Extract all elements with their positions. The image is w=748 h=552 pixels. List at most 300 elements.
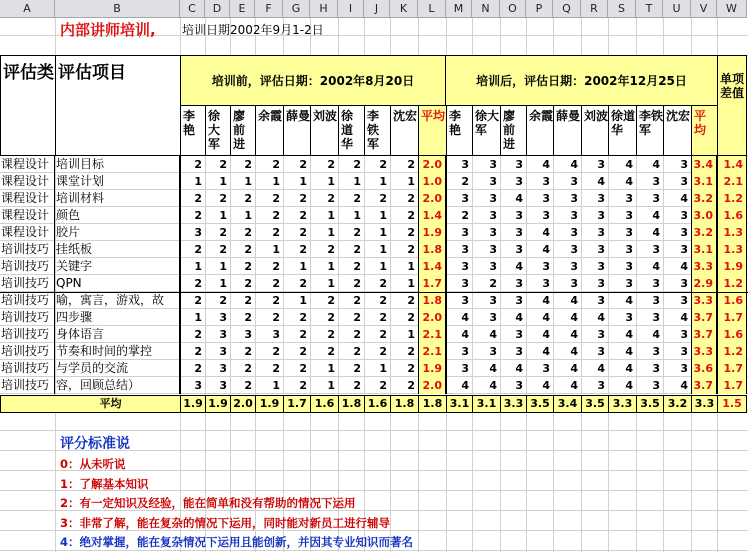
score-after[interactable]: 3 (680, 175, 688, 188)
score-after[interactable]: 3 (597, 294, 605, 307)
score-after[interactable]: 3 (680, 328, 688, 341)
score-before[interactable]: 1 (379, 243, 387, 256)
score-after[interactable]: 4 (542, 294, 550, 307)
column-header-M[interactable]: M (446, 0, 472, 18)
column-header-O[interactable]: O (500, 0, 526, 18)
score-after[interactable]: 4 (625, 175, 633, 188)
score-after[interactable]: 3 (570, 260, 578, 273)
score-before[interactable]: 2 (379, 192, 387, 205)
score-before[interactable]: 2 (353, 345, 361, 358)
score-after[interactable]: 4 (542, 328, 550, 341)
diff-cell: 1.3 (717, 224, 747, 241)
score-before[interactable]: 1 (194, 260, 202, 273)
score-after[interactable]: 3 (680, 345, 688, 358)
score-before[interactable]: 2 (379, 158, 387, 171)
score-before[interactable]: 2 (379, 311, 387, 324)
score-before[interactable]: 1 (407, 260, 415, 273)
score-after[interactable]: 4 (570, 362, 578, 375)
score-after[interactable]: 3 (652, 345, 660, 358)
score-before[interactable]: 2 (219, 158, 227, 171)
score-after[interactable]: 3 (461, 192, 469, 205)
score-before[interactable]: 2 (327, 345, 335, 358)
score-before[interactable]: 1 (299, 260, 307, 273)
score-after[interactable]: 3 (515, 277, 523, 290)
score-after[interactable]: 4 (570, 311, 578, 324)
score-after[interactable]: 3 (597, 158, 605, 171)
score-after[interactable]: 3 (570, 209, 578, 222)
score-before[interactable]: 2 (244, 277, 252, 290)
column-header-B[interactable]: B (55, 0, 180, 18)
score-before[interactable]: 2 (244, 345, 252, 358)
score-after[interactable]: 3 (625, 226, 633, 239)
score-after[interactable]: 4 (625, 294, 633, 307)
score-after[interactable]: 3 (489, 311, 497, 324)
score-before[interactable]: 1 (379, 260, 387, 273)
score-before[interactable]: 1 (327, 379, 335, 392)
score-after[interactable]: 3 (542, 260, 550, 273)
score-before[interactable]: 1 (327, 226, 335, 239)
score-after[interactable]: 3 (625, 311, 633, 324)
score-after[interactable]: 4 (489, 379, 497, 392)
score-after[interactable]: 4 (625, 158, 633, 171)
column-header-L[interactable]: L (418, 0, 446, 18)
row-category: 培训技巧 (1, 309, 55, 326)
avg-after: 3.2 (663, 395, 692, 413)
score-before[interactable]: 3 (194, 379, 202, 392)
score-after[interactable]: 4 (570, 158, 578, 171)
score-before[interactable]: 2 (194, 294, 202, 307)
score-before[interactable]: 2 (244, 226, 252, 239)
score-before[interactable]: 1 (219, 175, 227, 188)
score-after[interactable]: 3 (680, 243, 688, 256)
score-after[interactable]: 3 (570, 277, 578, 290)
score-after[interactable]: 3 (625, 243, 633, 256)
score-after[interactable]: 3 (680, 209, 688, 222)
score-before[interactable]: 2 (353, 260, 361, 273)
score-before[interactable]: 2 (272, 311, 280, 324)
score-before[interactable]: 2 (327, 243, 335, 256)
score-after[interactable]: 4 (625, 362, 633, 375)
score-before[interactable]: 2 (327, 311, 335, 324)
score-after[interactable]: 4 (625, 379, 633, 392)
score-after[interactable]: 4 (542, 243, 550, 256)
score-before[interactable]: 2 (194, 243, 202, 256)
score-before[interactable]: 2 (272, 277, 280, 290)
score-before[interactable]: 2 (272, 294, 280, 307)
score-after[interactable]: 3 (570, 226, 578, 239)
score-after[interactable]: 4 (652, 260, 660, 273)
column-header-J[interactable]: J (364, 0, 390, 18)
score-after[interactable]: 4 (489, 328, 497, 341)
score-after[interactable]: 4 (680, 192, 688, 205)
score-before[interactable]: 2 (272, 192, 280, 205)
score-before[interactable]: 1 (194, 311, 202, 324)
column-header-D[interactable]: D (205, 0, 230, 18)
score-before[interactable]: 2 (272, 345, 280, 358)
score-before[interactable]: 2 (353, 277, 361, 290)
score-before[interactable]: 2 (407, 226, 415, 239)
score-after[interactable]: 3 (597, 243, 605, 256)
score-before[interactable]: 2 (407, 209, 415, 222)
score-after[interactable]: 4 (515, 192, 523, 205)
score-before[interactable]: 2 (299, 277, 307, 290)
score-before[interactable]: 1 (379, 209, 387, 222)
score-after[interactable]: 3 (542, 175, 550, 188)
score-after[interactable]: 3 (597, 345, 605, 358)
score-before[interactable]: 2 (299, 379, 307, 392)
score-before[interactable]: 2 (244, 158, 252, 171)
score-before[interactable]: 1 (272, 175, 280, 188)
score-after[interactable]: 3 (597, 226, 605, 239)
column-header-I[interactable]: I (338, 0, 364, 18)
score-before[interactable]: 1 (327, 277, 335, 290)
score-before[interactable]: 2 (407, 158, 415, 171)
score-after[interactable]: 3 (652, 192, 660, 205)
score-after[interactable]: 3 (680, 362, 688, 375)
score-before[interactable]: 2 (194, 362, 202, 375)
column-header-K[interactable]: K (390, 0, 418, 18)
score-after[interactable]: 3 (515, 328, 523, 341)
score-after[interactable]: 3 (489, 243, 497, 256)
score-after[interactable]: 3 (652, 277, 660, 290)
score-before[interactable]: 2 (407, 311, 415, 324)
score-after[interactable]: 3 (680, 294, 688, 307)
score-after[interactable]: 3 (489, 175, 497, 188)
score-before[interactable]: 2 (244, 243, 252, 256)
score-after[interactable]: 3 (461, 158, 469, 171)
score-before[interactable]: 2 (379, 328, 387, 341)
score-after[interactable]: 4 (542, 226, 550, 239)
score-before[interactable]: 2 (272, 209, 280, 222)
score-before[interactable]: 3 (219, 345, 227, 358)
column-header-F[interactable]: F (255, 0, 283, 18)
score-after[interactable]: 4 (461, 379, 469, 392)
score-after[interactable]: 4 (652, 209, 660, 222)
score-before[interactable]: 1 (327, 362, 335, 375)
score-after[interactable]: 3 (515, 243, 523, 256)
score-after[interactable]: 3 (570, 192, 578, 205)
score-before[interactable]: 2 (353, 192, 361, 205)
score-before[interactable]: 2 (244, 192, 252, 205)
score-after[interactable]: 3 (461, 260, 469, 273)
score-before[interactable]: 1 (353, 209, 361, 222)
score-before[interactable]: 2 (299, 158, 307, 171)
score-before[interactable]: 1 (327, 209, 335, 222)
score-before[interactable]: 2 (353, 243, 361, 256)
score-after[interactable]: 4 (542, 379, 550, 392)
score-after[interactable]: 3 (652, 379, 660, 392)
score-before[interactable]: 1 (407, 277, 415, 290)
column-header-P[interactable]: P (526, 0, 553, 18)
score-before[interactable]: 2 (379, 379, 387, 392)
score-before[interactable]: 2 (407, 192, 415, 205)
score-after[interactable]: 3 (461, 345, 469, 358)
score-before[interactable]: 3 (219, 362, 227, 375)
diff-cell: 1.3 (717, 241, 747, 258)
score-before[interactable]: 1 (194, 175, 202, 188)
score-before[interactable]: 1 (219, 209, 227, 222)
column-header-C[interactable]: C (180, 0, 205, 18)
score-before[interactable]: 2 (219, 294, 227, 307)
column-header-S[interactable]: S (608, 0, 636, 18)
score-after[interactable]: 4 (680, 260, 688, 273)
score-after[interactable]: 4 (570, 379, 578, 392)
score-after[interactable]: 4 (625, 328, 633, 341)
avg-diff-total: 1.5 (717, 395, 747, 413)
score-before[interactable]: 2 (299, 328, 307, 341)
column-header-N[interactable]: N (472, 0, 500, 18)
after-trainee-7: 李铁军 (636, 105, 664, 156)
score-before[interactable]: 2 (353, 362, 361, 375)
column-header-A[interactable]: A (0, 0, 55, 18)
column-header-V[interactable]: V (691, 0, 717, 18)
row-category: 培训技巧 (1, 377, 55, 394)
score-after[interactable]: 4 (461, 311, 469, 324)
score-before[interactable]: 1 (407, 328, 415, 341)
score-after[interactable]: 4 (680, 379, 688, 392)
score-before[interactable]: 1 (379, 175, 387, 188)
score-after[interactable]: 3 (542, 362, 550, 375)
score-before[interactable]: 2 (219, 226, 227, 239)
score-after[interactable]: 3 (515, 226, 523, 239)
column-header-E[interactable]: E (230, 0, 255, 18)
score-before[interactable]: 2 (353, 379, 361, 392)
score-before[interactable]: 2 (327, 328, 335, 341)
score-before[interactable]: 2 (299, 209, 307, 222)
score-after[interactable]: 4 (652, 328, 660, 341)
column-header-T[interactable]: T (636, 0, 663, 18)
avg-row-label: 平均 (0, 395, 181, 413)
score-before[interactable]: 2 (353, 158, 361, 171)
score-before[interactable]: 2 (407, 294, 415, 307)
score-after[interactable]: 3 (652, 362, 660, 375)
score-before[interactable]: 3 (194, 226, 202, 239)
score-after[interactable]: 4 (570, 294, 578, 307)
column-header-W[interactable]: W (717, 0, 747, 18)
score-after[interactable]: 3 (597, 328, 605, 341)
score-before[interactable]: 2 (379, 345, 387, 358)
score-before[interactable]: 2 (299, 362, 307, 375)
score-after[interactable]: 3 (652, 311, 660, 324)
score-after[interactable]: 3 (489, 294, 497, 307)
score-after[interactable]: 4 (461, 328, 469, 341)
score-after[interactable]: 3 (597, 277, 605, 290)
diff-cell: 1.4 (717, 156, 747, 173)
diff-cell: 1.7 (717, 309, 747, 326)
score-after[interactable]: 3 (542, 192, 550, 205)
score-before[interactable]: 2 (194, 158, 202, 171)
score-before[interactable]: 2 (353, 226, 361, 239)
score-after[interactable]: 4 (542, 311, 550, 324)
score-before[interactable]: 2 (272, 226, 280, 239)
score-before[interactable]: 2 (219, 192, 227, 205)
score-before[interactable]: 2 (272, 362, 280, 375)
score-after[interactable]: 3 (515, 175, 523, 188)
score-after[interactable]: 3 (570, 243, 578, 256)
score-before[interactable]: 2 (194, 277, 202, 290)
score-after[interactable]: 3 (489, 209, 497, 222)
score-after[interactable]: 3 (625, 277, 633, 290)
score-before[interactable]: 2 (353, 328, 361, 341)
score-after[interactable]: 3 (597, 209, 605, 222)
row-category: 课程设计 (1, 173, 55, 190)
score-after[interactable]: 3 (625, 209, 633, 222)
score-after[interactable]: 3 (489, 226, 497, 239)
score-before[interactable]: 2 (379, 294, 387, 307)
score-after[interactable]: 3 (489, 260, 497, 273)
score-after[interactable]: 3 (461, 243, 469, 256)
score-after[interactable]: 3 (652, 294, 660, 307)
score-after[interactable]: 4 (597, 362, 605, 375)
score-before[interactable]: 2 (244, 379, 252, 392)
score-after[interactable]: 2 (461, 175, 469, 188)
score-before[interactable]: 2 (244, 362, 252, 375)
score-after[interactable]: 3 (515, 379, 523, 392)
score-after[interactable]: 3 (625, 192, 633, 205)
score-before[interactable]: 1 (353, 175, 361, 188)
score-before[interactable]: 2 (194, 209, 202, 222)
score-before[interactable]: 2 (327, 192, 335, 205)
score-after[interactable]: 3 (597, 260, 605, 273)
avg-after: 3.5 (526, 395, 554, 413)
score-after[interactable]: 4 (542, 158, 550, 171)
score-before[interactable]: 2 (219, 243, 227, 256)
score-before[interactable]: 2 (299, 311, 307, 324)
score-before[interactable]: 2 (327, 158, 335, 171)
score-before[interactable]: 3 (244, 328, 252, 341)
score-before[interactable]: 2 (353, 311, 361, 324)
score-after[interactable]: 3 (597, 192, 605, 205)
score-after[interactable]: 3 (570, 175, 578, 188)
score-block-border (180, 156, 718, 394)
avg-before: 1.8 (338, 395, 365, 413)
score-after[interactable]: 3 (680, 158, 688, 171)
before-trainee-0: 李艳 (180, 105, 206, 156)
before-trainee-5: 刘波 (310, 105, 339, 156)
score-after[interactable]: 3 (515, 345, 523, 358)
score-before[interactable]: 1 (327, 175, 335, 188)
score-before[interactable]: 2 (353, 294, 361, 307)
score-before[interactable]: 2 (244, 311, 252, 324)
after-avg-cell: 3.1 (691, 241, 717, 258)
score-before[interactable]: 2 (272, 260, 280, 273)
score-after[interactable]: 4 (652, 158, 660, 171)
score-after[interactable]: 3 (515, 158, 523, 171)
score-before[interactable]: 2 (194, 328, 202, 341)
score-after[interactable]: 3 (625, 260, 633, 273)
score-before[interactable]: 2 (299, 243, 307, 256)
column-header-H[interactable]: H (310, 0, 338, 18)
score-after[interactable]: 4 (570, 345, 578, 358)
score-after[interactable]: 4 (597, 175, 605, 188)
score-after[interactable]: 3 (461, 226, 469, 239)
score-before[interactable]: 1 (272, 379, 280, 392)
score-after[interactable]: 4 (542, 345, 550, 358)
score-before[interactable]: 1 (299, 175, 307, 188)
score-before[interactable]: 2 (407, 362, 415, 375)
column-header-U[interactable]: U (663, 0, 691, 18)
score-before[interactable]: 2 (194, 192, 202, 205)
score-before[interactable]: 1 (219, 277, 227, 290)
score-after[interactable]: 3 (461, 277, 469, 290)
score-after[interactable]: 3 (489, 192, 497, 205)
score-before[interactable]: 1 (379, 226, 387, 239)
score-after[interactable]: 3 (515, 294, 523, 307)
score-before[interactable]: 2 (299, 192, 307, 205)
avg-before: 1.8 (390, 395, 419, 413)
score-before[interactable]: 2 (407, 379, 415, 392)
score-after[interactable]: 3 (542, 209, 550, 222)
score-before[interactable]: 2 (407, 243, 415, 256)
score-before[interactable]: 2 (327, 294, 335, 307)
score-before[interactable]: 1 (272, 243, 280, 256)
score-after[interactable]: 4 (515, 362, 523, 375)
score-before[interactable]: 3 (219, 311, 227, 324)
score-after[interactable]: 2 (489, 277, 497, 290)
score-after[interactable]: 4 (515, 260, 523, 273)
score-before[interactable]: 1 (244, 175, 252, 188)
score-before[interactable]: 1 (327, 260, 335, 273)
score-before[interactable]: 3 (219, 379, 227, 392)
row-item: 挂纸板 (56, 241, 180, 258)
score-before[interactable]: 2 (299, 345, 307, 358)
score-after[interactable]: 4 (515, 311, 523, 324)
diff-cell: 1.2 (717, 343, 747, 360)
score-after[interactable]: 3 (489, 345, 497, 358)
score-after[interactable]: 4 (489, 362, 497, 375)
score-before[interactable]: 1 (244, 209, 252, 222)
score-after[interactable]: 4 (625, 345, 633, 358)
score-before[interactable]: 2 (299, 226, 307, 239)
score-after[interactable]: 3 (489, 158, 497, 171)
score-before[interactable]: 2 (244, 294, 252, 307)
score-after[interactable]: 4 (652, 226, 660, 239)
score-after[interactable]: 2 (461, 209, 469, 222)
score-before[interactable]: 1 (299, 294, 307, 307)
score-before[interactable]: 2 (272, 158, 280, 171)
score-before[interactable]: 2 (407, 345, 415, 358)
score-after[interactable]: 3 (515, 209, 523, 222)
score-after[interactable]: 3 (652, 175, 660, 188)
score-after[interactable]: 3 (597, 379, 605, 392)
column-header-G[interactable]: G (283, 0, 310, 18)
row-category: 培训技巧 (1, 275, 55, 292)
score-after[interactable]: 3 (680, 277, 688, 290)
sheet-title: 内部讲师培训, (60, 21, 156, 39)
score-after[interactable]: 4 (570, 328, 578, 341)
score-after[interactable]: 3 (461, 294, 469, 307)
score-before[interactable]: 2 (244, 260, 252, 273)
score-before[interactable]: 2 (194, 345, 202, 358)
column-header-Q[interactable]: Q (553, 0, 581, 18)
score-before[interactable]: 1 (379, 362, 387, 375)
column-header-R[interactable]: R (581, 0, 608, 18)
score-after[interactable]: 4 (597, 311, 605, 324)
score-before[interactable]: 2 (379, 277, 387, 290)
score-before[interactable]: 3 (219, 328, 227, 341)
before-avg-cell: 2.0 (418, 377, 446, 394)
score-after[interactable]: 4 (680, 311, 688, 324)
score-after[interactable]: 3 (680, 226, 688, 239)
score-before[interactable]: 1 (407, 175, 415, 188)
score-before[interactable]: 3 (272, 328, 280, 341)
score-before[interactable]: 1 (219, 260, 227, 273)
score-after[interactable]: 3 (461, 362, 469, 375)
row-item: 关键字 (56, 258, 180, 275)
before-trainee-2: 廖前进 (230, 105, 256, 156)
score-after[interactable]: 3 (542, 277, 550, 290)
score-after[interactable]: 3 (652, 243, 660, 256)
